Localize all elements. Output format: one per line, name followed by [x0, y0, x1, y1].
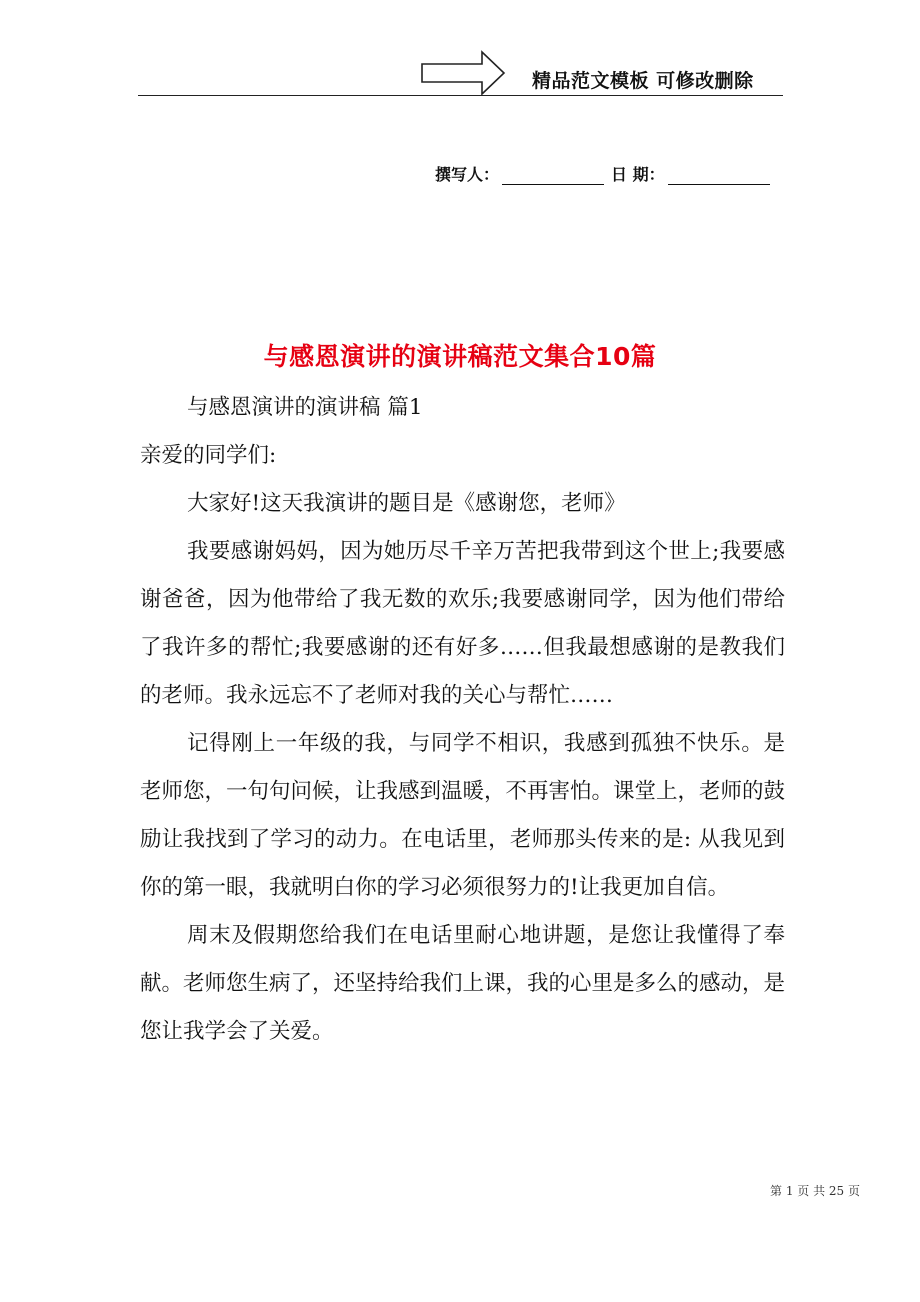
author-blank-field[interactable] [502, 166, 604, 185]
greeting: 亲爱的同学们: [140, 443, 277, 468]
header-divider [138, 95, 783, 96]
paragraph: 记得刚上一年级的我，与同学不相识，我感到孤独不快乐。是老师您，一句句问候，让我感到温暖，不再害怕。课堂上，老师的鼓励让我找到了学习的动力。在电话里，老师那头传来的是: 从我见到你的第一眼，我就明白你的学习必须很努力的!让我更加自信。 [140, 731, 786, 900]
section-subtitle: 与感恩演讲的演讲稿 篇1 [187, 395, 423, 420]
author-label: 撰写人： [435, 165, 500, 184]
right-arrow-icon [420, 50, 506, 96]
document-title: 与感恩演讲的演讲稿范文集合10篇 [263, 342, 657, 371]
date-blank-field[interactable] [668, 166, 770, 185]
meta-line [435, 161, 773, 185]
page-number: 第 1 页 共 25 页 [770, 1184, 860, 1198]
paragraph: 周末及假期您给我们在电话里耐心地讲题，是您让我懂得了奉献。老师您生病了，还坚持给我们上课，我的心里是多么的感动，是您让我学会了关爱。 [140, 923, 786, 1044]
paragraph: 我要感谢妈妈，因为她历尽千辛万苦把我带到这个世上;我要感谢爸爸，因为他带给了我无数的欢乐;我要感谢同学，因为他们带给了我许多的帮忙;我要感谢的还有好多……但我最想感谢的是教我们的老师。我永远忘不了老师对我的关心与帮忙…… [140, 539, 785, 708]
header-label: 精品范文模板 可修改删除 [532, 70, 754, 92]
date-label: 日 期： [611, 165, 665, 184]
document-body [140, 384, 785, 1056]
paragraph: 大家好!这天我演讲的题目是《感谢您，老师》 [187, 491, 626, 516]
